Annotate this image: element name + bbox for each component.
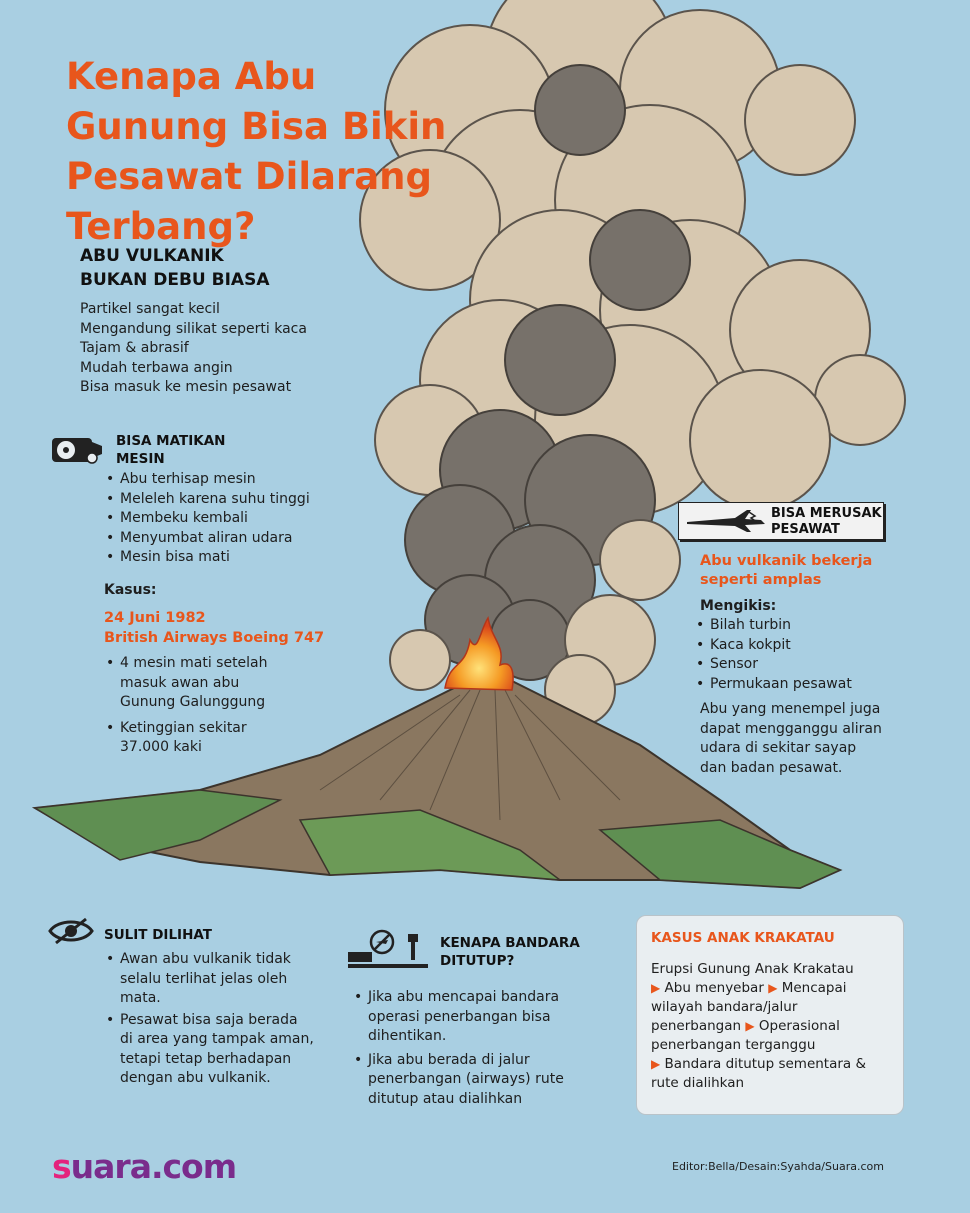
arrow-right-icon: ▶ <box>768 981 778 995</box>
list-item: • Menyumbat aliran udara <box>104 529 364 549</box>
damage-heading-2: PESAWAT <box>771 522 840 537</box>
krakatau-step: Operasional penerbangan terganggu <box>651 1018 840 1053</box>
krakatau-step: Mencapai wilayah bandara/jalur penerbangan <box>651 980 847 1034</box>
list-item: • Meleleh karena suhu tinggi <box>104 490 364 510</box>
damage-subtitle: Abu vulkanik bekerja seperti amplas <box>700 553 873 588</box>
engine-heading: BISA MATIKAN MESIN <box>116 433 226 467</box>
list-item: • Ketinggian sekitar 37.000 kaki <box>104 719 274 758</box>
airplane-damage-icon <box>685 508 767 534</box>
list-item: • Permukaan pesawat <box>694 675 894 695</box>
damage-badge <box>678 502 884 540</box>
eye-slash-icon <box>48 916 94 946</box>
list-item: • Awan abu vulkanik tidak selalu terlihat jelas oleh mata. <box>104 950 314 1009</box>
list-item: • Membeku kembali <box>104 509 364 529</box>
list-item: • Jika abu mencapai bandara operasi penerbangan bisa dihentikan. <box>352 988 578 1047</box>
arrow-right-icon: ▶ <box>745 1019 755 1033</box>
erode-list <box>694 616 894 694</box>
list-item: Bisa masuk ke mesin pesawat <box>80 379 292 395</box>
list-item: • Mesin bisa mati <box>104 548 364 568</box>
list-item: Tajam & abrasif <box>80 340 189 356</box>
page-title: Kenapa Abu Gunung Bisa Bikin Pesawat Dilarang Terbang? <box>66 55 447 248</box>
visibility-heading: SULIT DILIHAT <box>104 927 212 943</box>
airport-heading: KENAPA BANDARA DITUTUP? <box>440 935 580 969</box>
list-item: Partikel sangat kecil <box>80 301 220 317</box>
credit-text: Editor:Bella/Desain:Syahda/Suara.com <box>672 1160 884 1173</box>
krakatau-card <box>636 915 904 1115</box>
list-item: • Sensor <box>694 655 894 675</box>
case-title: 24 Juni 1982 British Airways Boeing 747 <box>104 610 325 646</box>
list-item: • Bilah turbin <box>694 616 894 636</box>
intro-list <box>80 300 307 398</box>
list-item: • Kaca kokpit <box>694 636 894 656</box>
case-label: Kasus: <box>104 582 157 598</box>
list-item: Mudah terbawa angin <box>80 359 233 376</box>
airport-list <box>352 988 578 1109</box>
krakatau-steps <box>651 960 889 1093</box>
suara-logo[interactable]: suara.com <box>52 1147 237 1186</box>
engine-list <box>104 470 364 568</box>
visibility-list <box>104 950 314 1089</box>
list-item: • Pesawat bisa saja berada di area yang tampak aman, tetapi tetap berhadapan dengan abu vulkanik. <box>104 1011 314 1089</box>
arrow-right-icon: ▶ <box>651 1057 661 1071</box>
jet-engine-icon <box>48 432 104 468</box>
krakatau-step: Bandara ditutup sementara & rute dialihkan <box>651 1056 867 1091</box>
krakatau-heading: KASUS ANAK KRAKATAU <box>651 930 835 946</box>
erode-label: Mengikis: <box>700 598 777 614</box>
arrow-right-icon: ▶ <box>651 981 661 995</box>
list-item: Mengandung silikat seperti kaca <box>80 320 307 337</box>
intro-heading: ABU VULKANIK BUKAN DEBU BIASA <box>80 246 270 290</box>
airport-closed-icon <box>346 928 430 970</box>
damage-heading-1: BISA MERUSAK <box>771 506 882 521</box>
damage-note: Abu yang menempel juga dapat mengganggu aliran udara di sekitar sayap dan badan pesawat. <box>700 701 882 776</box>
case-list <box>104 654 274 758</box>
krakatau-step: Abu menyebar <box>664 980 764 996</box>
list-item: • 4 mesin mati setelah masuk awan abu Gunung Galunggung <box>104 654 274 713</box>
krakatau-step: Erupsi Gunung Anak Krakatau <box>651 961 854 977</box>
list-item: • Jika abu berada di jalur penerbangan (airways) rute ditutup atau dialihkan <box>352 1051 578 1110</box>
list-item: • Abu terhisap mesin <box>104 470 364 490</box>
